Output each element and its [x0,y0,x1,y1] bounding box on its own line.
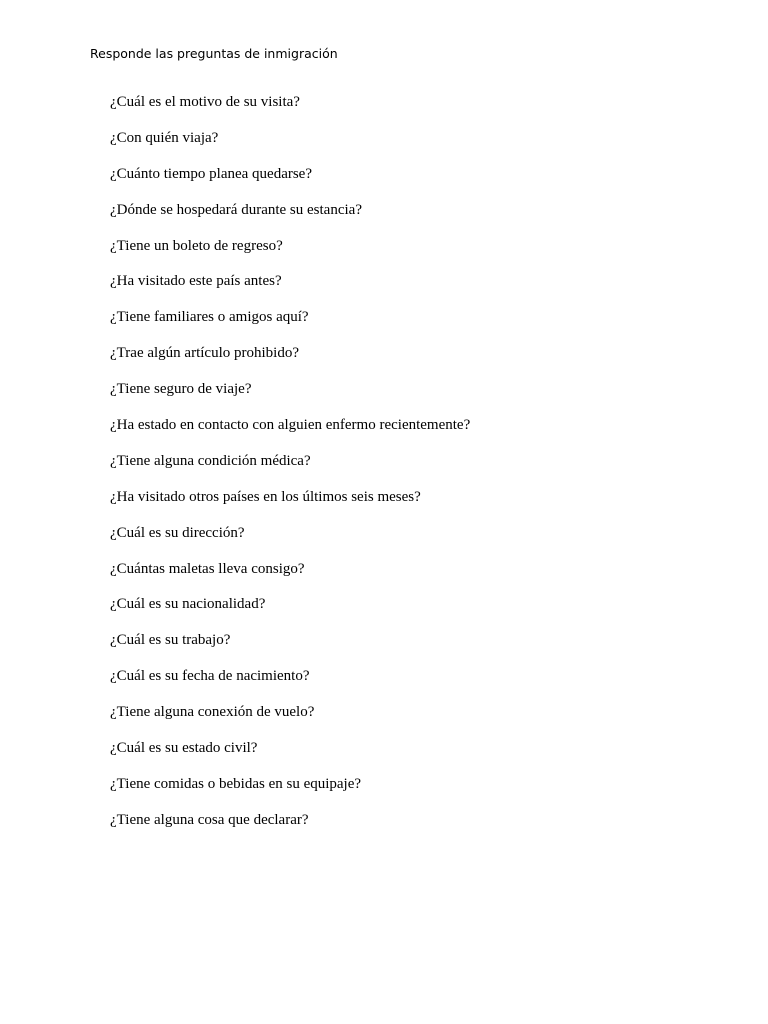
question-item: ¿Tiene familiares o amigos aquí? [110,309,309,326]
question-item: ¿Cuál es su fecha de nacimiento? [110,668,310,685]
question-item: ¿Tiene comidas o bebidas en su equipaje? [110,775,362,792]
question-item: ¿Tiene alguna condición médica? [110,452,311,469]
question-item: ¿Cuál es su estado civil? [110,740,258,757]
question-item: ¿Cuál es su trabajo? [110,632,231,649]
question-item: ¿Tiene seguro de viaje? [110,381,252,398]
question-item: ¿Cuántas maletas lleva consigo? [110,560,305,577]
document-title: Responde las preguntas de inmigración [90,46,338,61]
question-item: ¿Cuál es el motivo de su visita? [110,94,300,110]
question-list [110,91,470,845]
question-item: ¿Cuál es su nacionalidad? [110,596,266,613]
question-item: ¿Trae algún artículo prohibido? [110,345,299,362]
question-item: ¿Tiene alguna conexión de vuelo? [110,704,315,721]
question-item: ¿Cuál es su dirección? [110,524,245,541]
question-item: ¿Cuánto tiempo planea quedarse? [110,165,313,182]
question-item: ¿Con quién viaja? [110,129,219,146]
question-item: ¿Tiene alguna cosa que declarar? [110,811,309,828]
question-item: ¿Dónde se hospedará durante su estancia? [110,201,362,218]
question-item: ¿Ha visitado este país antes? [110,273,282,290]
question-item: ¿Tiene un boleto de regreso? [110,237,283,254]
question-item: ¿Ha visitado otros países en los últimos seis meses? [110,488,421,505]
question-item: ¿Ha estado en contacto con alguien enfermo recientemente? [110,417,471,434]
